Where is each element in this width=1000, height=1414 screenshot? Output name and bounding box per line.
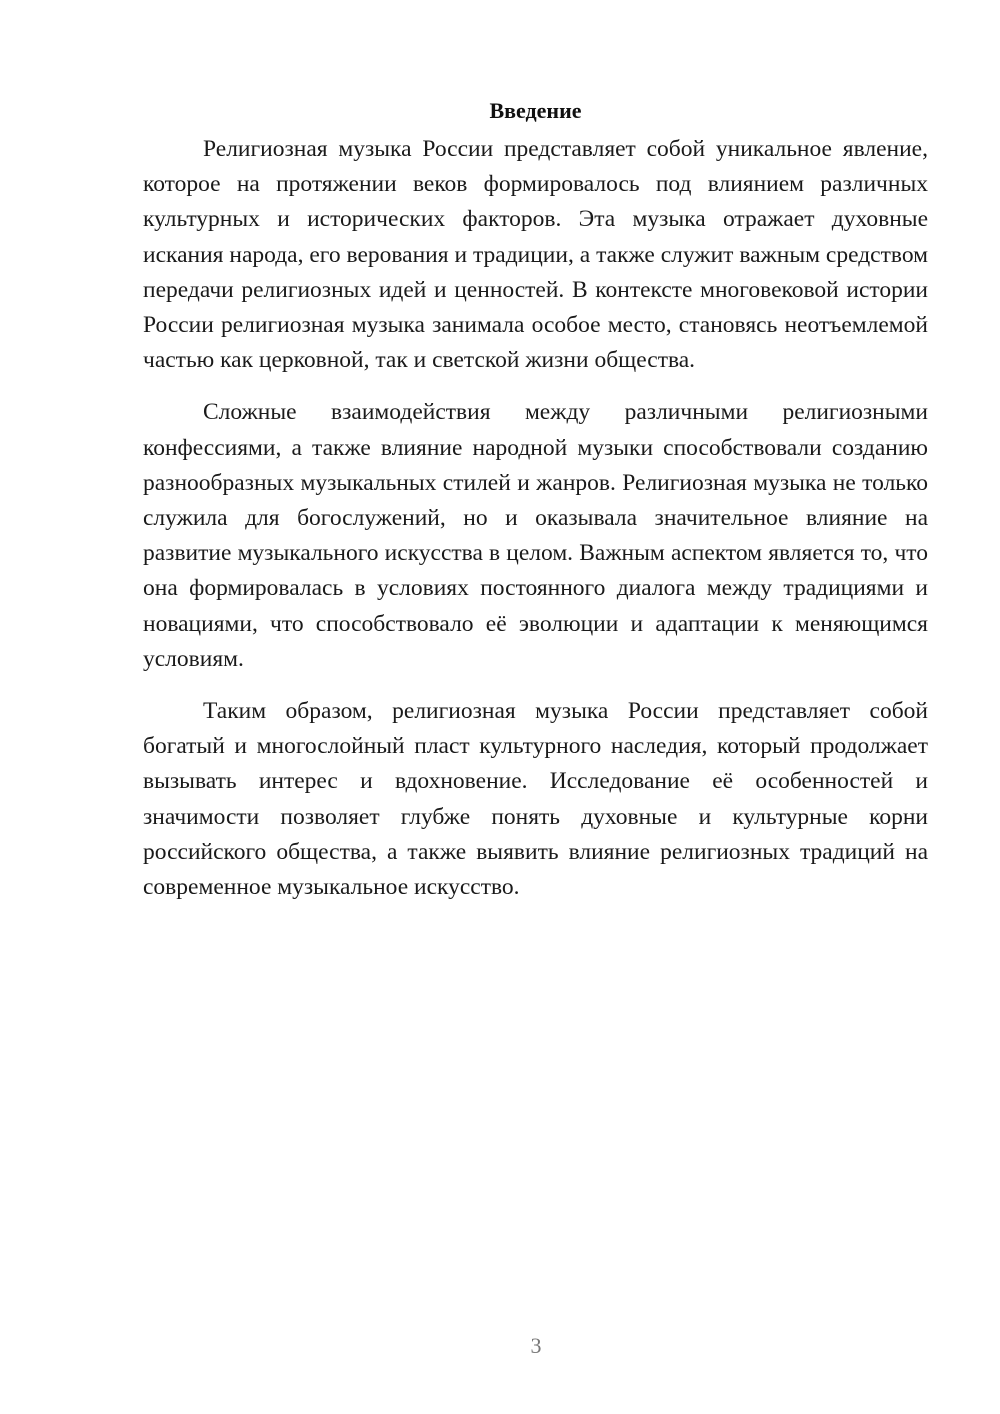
paragraph-1: Религиозная музыка России представляет собой уникальное явление, которое на протяжении веков формировалось под влиянием различных культурных и исторических факторов. Эта музыка отражает духовные искания народа, его верования и традиции, а также служит важным средством передачи религиозных идей и ценностей. В контексте многовековой истории России религиозная музыка занимала особое место, становясь неотъемлемой частью как церковной, так и светской жизни общества. xyxy=(143,136,928,374)
paragraph-3: Таким образом, религиозная музыка России представляет собой богатый и многослойный пласт культурного наследия, который продолжает вызывать интерес и вдохновение. Исследование её особенностей и значимости позволяет глубже понять духовные и культурные корни российского общества, а также выявить влияние религиозных традиций на современное музыкальное искусство. xyxy=(143,698,928,901)
paragraph-2: Сложные взаимодействия между различными религиозными конфессиями, а также влияние народной музыки способствовали созданию разнообразных музыкальных стилей и жанров. Религиозная музыка не только служила для богослужений, но и оказывала значительное влияние на развитие музыкального искусства в целом. Важным аспектом является то, что она формировалась в условиях постоянного диалога между традициями и новациями, что способствовало её эволюции и адаптации к меняющимся условиям. xyxy=(143,399,928,672)
page-content xyxy=(143,96,928,905)
section-heading: Введение xyxy=(489,98,582,123)
page-number: 3 xyxy=(530,1333,542,1358)
